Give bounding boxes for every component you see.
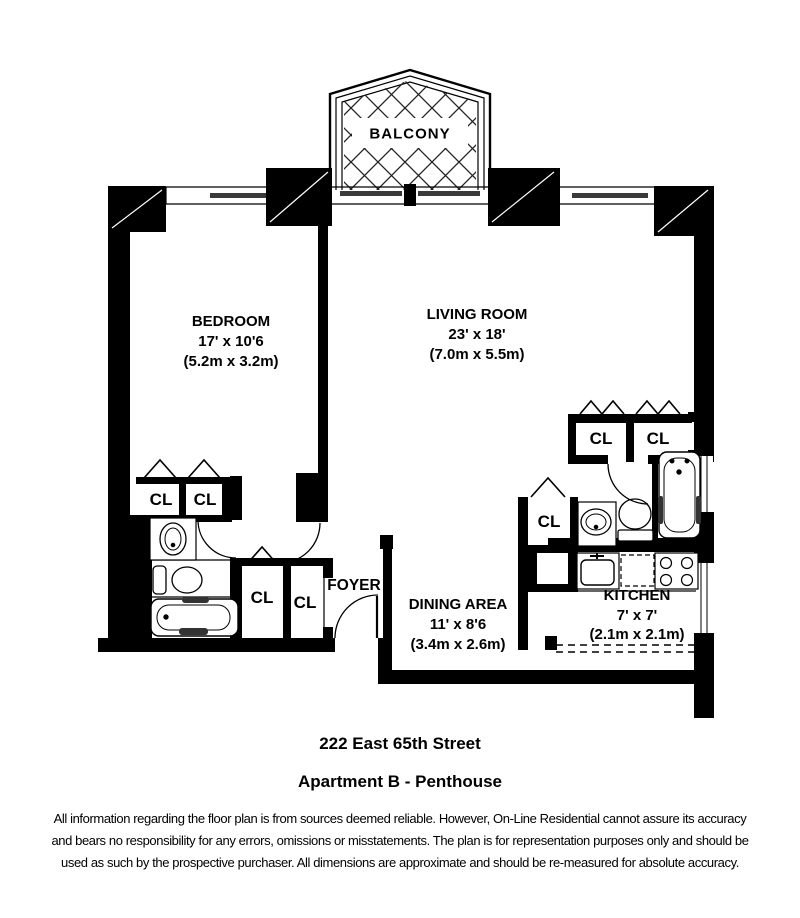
foyer-label: FOYER — [327, 577, 381, 594]
closet-label: CL — [293, 593, 317, 612]
address: 222 East 65th Street — [319, 734, 481, 753]
balcony-door-post — [404, 184, 416, 206]
room-name: LIVING ROOM — [426, 306, 528, 323]
disclaimer-line: and bears no responsibility for any errors, omissions or misstatements. The plan is for representation purposes only and should be — [51, 833, 749, 848]
dining-area-label — [409, 595, 508, 655]
apartment-name: Apartment B - Penthouse — [297, 772, 503, 791]
bathroom2-door-swing — [608, 464, 648, 504]
room-dimensions: 17' x 10'6 — [198, 333, 264, 350]
room-dimensions-metric: (2.1m x 2.1m) — [589, 626, 685, 643]
room-dimensions: 11' x 8'6 — [429, 616, 487, 633]
closet-label: CL — [537, 512, 561, 531]
bedroom-door-swing — [280, 523, 320, 563]
dishwasher-icon — [621, 555, 654, 586]
disclaimer-line: used as such by the prospective purchaser. All dimensions are approximate and should be re-measured for absolute accuracy. — [61, 855, 739, 870]
room-name: DINING AREA — [408, 596, 508, 613]
sink-icon — [578, 502, 616, 546]
closet-label: CL — [250, 588, 274, 607]
living-room-label — [427, 305, 528, 365]
closet-label: CL — [589, 429, 613, 448]
bathroom-door-swing — [198, 520, 236, 558]
room-dimensions-metric: (7.0m x 5.5m) — [429, 346, 525, 363]
bathroom-fixtures-right — [578, 452, 701, 546]
closet-label: CL — [193, 490, 217, 509]
entry-door-swing — [335, 595, 378, 638]
closet-label: CL — [149, 490, 173, 509]
room-dimensions: 23' x 18' — [448, 326, 506, 343]
room-dimensions: 7' x 7' — [616, 606, 658, 624]
bathtub-icon — [151, 597, 238, 636]
bathroom-fixtures-left — [150, 518, 238, 636]
toilet-icon — [153, 566, 202, 594]
bedroom-label — [183, 312, 278, 372]
kitchen-label — [589, 586, 684, 645]
disclaimer-line: All information regarding the floor plan is from sources deemed reliable. However, On-Line Residential cannot assure its accuracy — [53, 811, 747, 826]
footer — [0, 730, 800, 874]
disclaimer — [0, 808, 800, 874]
balcony-label: BALCONY — [369, 125, 451, 143]
bathtub-icon — [658, 452, 701, 538]
toilet-icon — [618, 499, 653, 541]
kitchen-fixtures — [577, 553, 698, 589]
sink-icon — [150, 518, 196, 560]
room-name: BEDROOM — [191, 313, 271, 330]
kitchen-sink-icon — [577, 553, 619, 589]
stove-icon — [655, 553, 698, 589]
room-dimensions-metric: (3.4m x 2.6m) — [410, 636, 506, 653]
room-name: KITCHEN — [603, 587, 671, 604]
closet-label: CL — [646, 429, 670, 448]
room-dimensions-metric: (5.2m x 3.2m) — [183, 353, 279, 370]
